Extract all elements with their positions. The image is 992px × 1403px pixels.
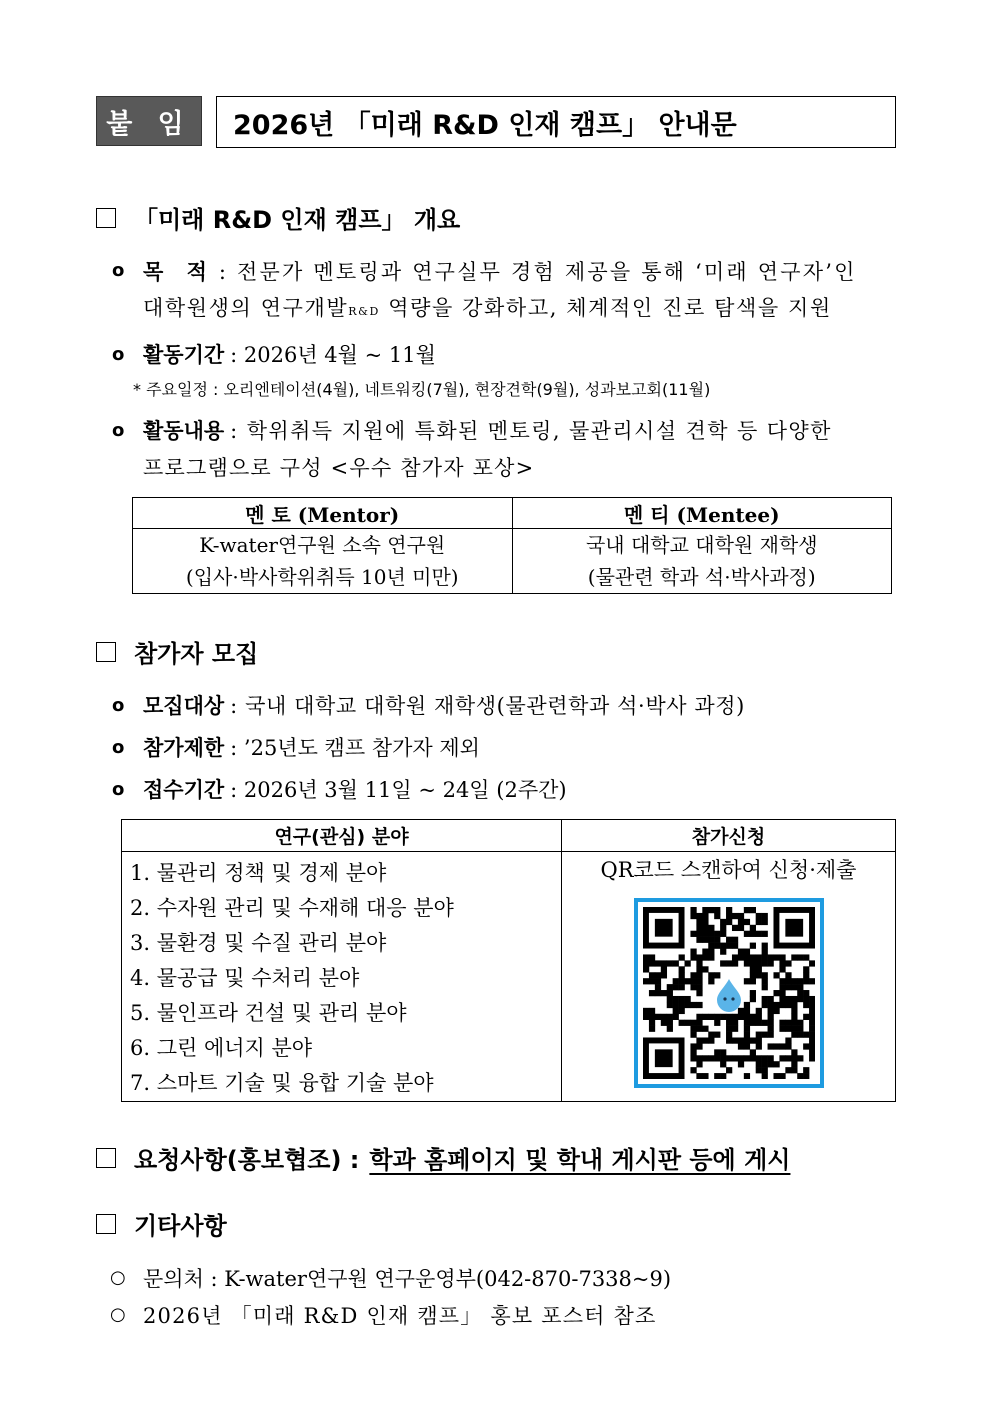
mentor-header: 멘 토 (Mentor) [133, 498, 513, 529]
reception-label: 접수기간 [143, 778, 225, 802]
circle-bullet-icon: ○ [110, 1267, 126, 1288]
mentor-cell [133, 529, 513, 594]
purpose-line-2 [143, 292, 832, 322]
mentee-cell [512, 529, 892, 594]
list-item: 6. 그린 에너지 분야 [130, 1036, 313, 1060]
section-recruit-heading [96, 634, 258, 669]
target-label: 모집대상 [143, 694, 225, 718]
checkbox-square-icon [96, 1214, 116, 1234]
bullet-icon: o [112, 420, 125, 441]
poster-text: 2026년 「미래 R&D 인재 캠프」 홍보 포스터 참조 [143, 1304, 657, 1328]
target-line [143, 690, 745, 720]
section-request-heading [96, 1140, 790, 1175]
research-field-table [121, 819, 896, 1102]
table-header-row [133, 498, 892, 529]
list-item: 5. 물인프라 건설 및 관리 분야 [130, 1001, 407, 1025]
content-text-1: : 학위취득 지원에 특화된 멘토링, 물관리시설 견학 등 다양한 [230, 419, 832, 443]
field-list [122, 852, 561, 1101]
bullet-icon: o [112, 779, 125, 800]
limit-line [143, 732, 480, 762]
document-title: 2026년 「미래 R&D 인재 캠프」 안내문 [233, 109, 737, 141]
document-title-box [216, 96, 896, 148]
field-list-cell [122, 852, 562, 1102]
list-item: 3. 물환경 및 수질 관리 분야 [130, 931, 387, 955]
section-etc-title: 기타사항 [134, 1212, 227, 1240]
target-text: : 국내 대학교 대학원 재학생(물관련학과 석·박사 과정) [230, 694, 745, 718]
bullet-icon: o [112, 260, 125, 281]
list-item: 7. 스마트 기술 및 융합 기술 분야 [130, 1071, 434, 1095]
section-etc-heading [96, 1206, 227, 1241]
qr-code-graphic [643, 907, 815, 1079]
contact-line [143, 1263, 671, 1293]
content-label: 활동내용 [143, 419, 225, 443]
apply-header: 참가신청 [562, 820, 896, 852]
limit-text: : ’25년도 캠프 참가자 제외 [230, 736, 480, 760]
schedule-note: * 주요일정 : 오리엔테이션(4월), 네트워킹(7월), 현장견학(9월), 성과보고회(11월) [133, 380, 711, 399]
content-line-1 [143, 415, 832, 445]
period-line [143, 339, 436, 369]
purpose-label: 목 적 [143, 260, 215, 284]
list-item: 1. 물관리 정책 및 경제 분야 [130, 861, 387, 885]
table-header-row [122, 820, 896, 852]
checkbox-square-icon [96, 1148, 116, 1168]
list-item: 4. 물공급 및 수처리 분야 [130, 966, 360, 990]
mentor-mentee-table [132, 497, 892, 594]
field-header: 연구(관심) 분야 [122, 820, 562, 852]
purpose-text-2a: 대학원생의 연구개발 [143, 296, 349, 320]
checkbox-square-icon [96, 208, 116, 228]
mentee-line-1: 국내 대학교 대학원 재학생 [585, 533, 818, 557]
period-label: 활동기간 [143, 343, 225, 367]
section-request-title: 요청사항(홍보협조) : [134, 1146, 360, 1174]
rnd-superscript: R&D [348, 305, 380, 318]
content-text-2: 프로그램으로 구성 <우수 참가자 포상> [143, 456, 535, 480]
contact-text: 문의처 : K-water연구원 연구운영부(042-870-7338~9) [143, 1267, 672, 1291]
attachment-tag [96, 96, 202, 146]
section-overview-title: 「미래 R&D 인재 캠프」 개요 [134, 206, 461, 234]
poster-line [143, 1300, 657, 1330]
purpose-text-2b: 역량을 강화하고, 체계적인 진로 탐색을 지원 [379, 296, 832, 320]
period-text: : 2026년 4월 ~ 11월 [230, 343, 436, 367]
checkbox-square-icon [96, 642, 116, 662]
reception-line [143, 774, 567, 804]
mentee-line-2: (물관련 학과 석·박사과정) [587, 565, 816, 589]
purpose-line-1 [143, 256, 857, 286]
section-recruit-title: 참가자 모집 [134, 640, 259, 668]
bullet-icon: o [112, 737, 125, 758]
mentor-line-2: (입사·박사학위취득 10년 미만) [185, 565, 459, 589]
table-row [122, 852, 896, 1102]
reception-text: : 2026년 3월 11일 ~ 24일 (2주간) [230, 778, 567, 802]
water-drop-mascot-icon [717, 979, 741, 1012]
section-request-underlined: 학과 홈페이지 및 학내 게시판 등에 게시 [369, 1146, 791, 1174]
attachment-tag-label: 붙 임 [106, 108, 192, 140]
mentee-header: 멘 티 (Mentee) [512, 498, 892, 529]
purpose-text-1: : 전문가 멘토링과 연구실무 경험 제공을 통해 ‘미래 연구자’인 [218, 260, 857, 284]
section-overview-heading [96, 200, 460, 235]
list-item: 2. 수자원 관리 및 수재해 대응 분야 [130, 896, 454, 920]
limit-label: 참가제한 [143, 736, 225, 760]
apply-cell [562, 852, 896, 1102]
bullet-icon: o [112, 695, 125, 716]
table-row [133, 529, 892, 594]
qr-code-icon[interactable] [634, 898, 824, 1088]
content-line-2 [143, 452, 534, 482]
mentor-line-1: K-water연구원 소속 연구원 [199, 533, 446, 557]
bullet-icon: o [112, 344, 125, 365]
apply-instruction: QR코드 스캔하여 신청·제출 [600, 858, 857, 882]
circle-bullet-icon: ○ [110, 1304, 126, 1325]
